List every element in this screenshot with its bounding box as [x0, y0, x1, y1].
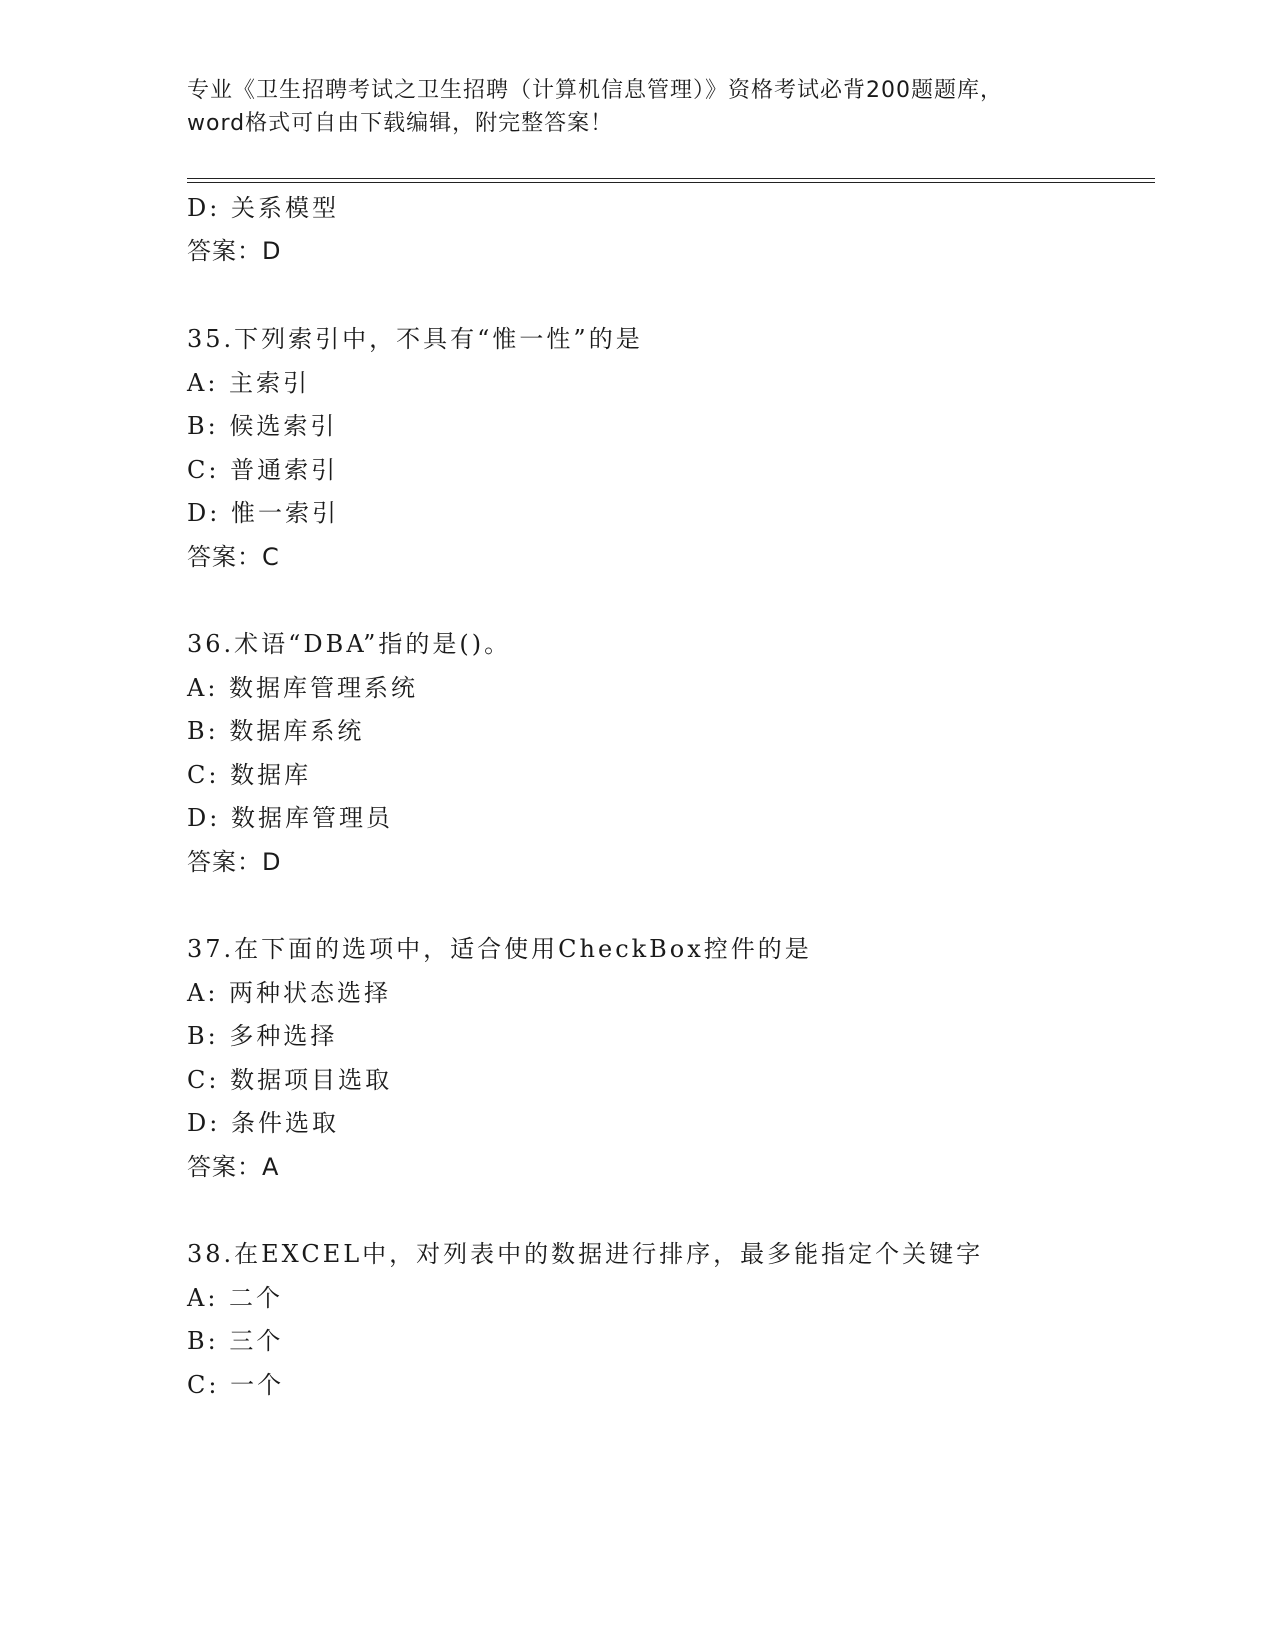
document-header [187, 74, 1087, 140]
option-a-q38: A: 二个 [187, 1284, 284, 1312]
option-a-q37: A: 两种状态选择 [187, 979, 392, 1007]
answer-q35: 答案：C [187, 543, 280, 571]
question-35: 35.下列索引中，不具有“惟一性”的是 [187, 325, 643, 353]
option-c-q36: C: 数据库 [187, 761, 312, 789]
option-b-q37: B: 多种选择 [187, 1022, 338, 1050]
option-d-q37: D: 条件选取 [187, 1109, 339, 1137]
option-a-q36: A: 数据库管理系统 [187, 674, 419, 702]
option-d-q34: D: 关系模型 [187, 194, 339, 222]
option-d-q36: D: 数据库管理员 [187, 804, 393, 832]
header-divider [187, 178, 1155, 183]
header-line-2: word格式可自由下载编辑，附完整答案！ [187, 111, 614, 136]
answer-q36: 答案：D [187, 848, 282, 876]
option-a-q35: A: 主索引 [187, 369, 311, 397]
question-38: 38.在EXCEL中，对列表中的数据进行排序，最多能指定个关键字 [187, 1240, 984, 1268]
option-c-q38: C: 一个 [187, 1371, 285, 1399]
option-d-q35: D: 惟一索引 [187, 499, 339, 527]
option-b-q35: B: 候选索引 [187, 412, 338, 440]
option-b-q36: B: 数据库系统 [187, 717, 365, 745]
answer-q34: 答案：D [187, 237, 282, 265]
option-b-q38: B: 三个 [187, 1327, 284, 1355]
option-c-q37: C: 数据项目选取 [187, 1066, 393, 1094]
answer-q37: 答案：A [187, 1153, 280, 1181]
question-36: 36.术语“DBA”指的是()。 [187, 630, 512, 658]
question-37: 37.在下面的选项中，适合使用CheckBox控件的是 [187, 935, 812, 963]
header-line-1: 专业《卫生招聘考试之卫生招聘（计算机信息管理）》资格考试必背200题题库， [187, 78, 1003, 103]
option-c-q35: C: 普通索引 [187, 456, 339, 484]
